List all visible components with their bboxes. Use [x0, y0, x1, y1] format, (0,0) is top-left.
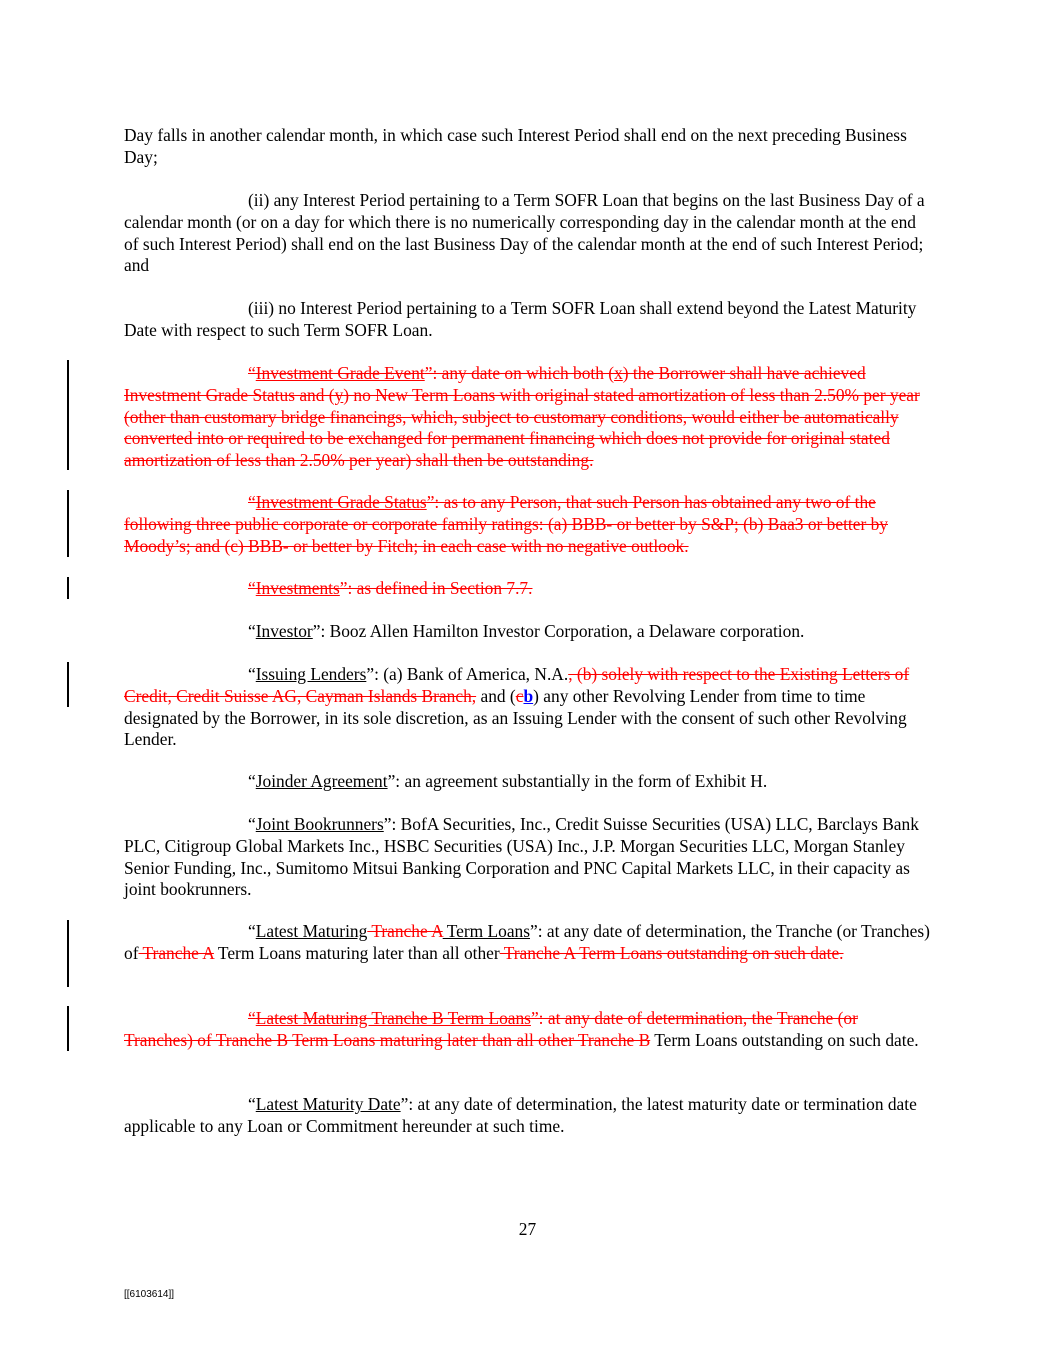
quote-open: “ — [248, 578, 256, 598]
change-bar — [67, 920, 69, 987]
change-bar — [67, 577, 69, 599]
definition-latest-maturing-term-loans — [124, 921, 930, 965]
definition-text: Term Loans maturing later than all other — [213, 942, 500, 963]
defined-term: Issuing Lenders — [255, 664, 367, 684]
paragraph-text: (iii) no Interest Period pertaining to a Term SOFR Loan shall extend beyond the Latest Maturity Date with respect to such Term SOFR Loan. — [124, 298, 917, 340]
quote-open: “ — [248, 363, 256, 383]
deleted-text: c — [515, 685, 524, 706]
definition-investment-grade-status — [124, 492, 930, 557]
paragraph-clause-iii — [124, 298, 930, 342]
deleted-text — [124, 492, 888, 556]
change-bar — [67, 360, 69, 470]
definition-text: ”: (a) Bank of America, N.A. — [366, 664, 569, 684]
change-bar — [67, 490, 69, 557]
change-bar — [67, 1006, 69, 1051]
paragraph-clause-ii — [124, 190, 930, 277]
definition-text: Term Loans outstanding on such date. — [650, 1029, 919, 1050]
deleted-text — [248, 578, 532, 598]
definition-text: ”: at any date of determination, the latest maturity date or termination date applicable to any Loan or Commitment hereunder at such time. — [124, 1094, 917, 1136]
definition-text: and ( — [476, 685, 516, 706]
paragraph-text: (ii) any Interest Period pertaining to a Term SOFR Loan that begins on the last Business Day of a calendar month (or on a day for which there is no numerically corresponding day in the calendar month at the end of such Interest Period) shall end on the last Business Day of the calendar month at the end of such Interest Period; and — [124, 190, 925, 276]
definition-joinder-agreement — [124, 771, 930, 793]
defined-term: Investor — [255, 621, 313, 641]
definition-investments — [124, 578, 930, 600]
document-id: [[6103614]] — [124, 1289, 175, 1300]
deleted-text — [124, 363, 920, 470]
quote-open: “ — [248, 664, 256, 684]
deleted-text: , (b) solely with respect to the Existing Letters of Credit, Credit Suisse AG, Cayman Islands Branch, — [124, 664, 910, 706]
defined-term: Investment Grade Event — [255, 363, 425, 383]
definition-joint-bookrunners — [124, 814, 930, 901]
defined-term: Latest Maturing Tranche B Term Loans — [255, 1008, 531, 1028]
definition-text: ”: Booz Allen Hamilton Investor Corporation, a Delaware corporation. — [312, 621, 805, 641]
quote-open: “ — [248, 492, 256, 512]
definition-text: ”: as defined in Section 7.7. — [339, 578, 533, 598]
definition-text: ”: an agreement substantially in the form of Exhibit H. — [387, 771, 768, 791]
deleted-text: Tranche A — [367, 921, 443, 941]
defined-term: Joinder Agreement — [255, 771, 388, 791]
defined-term: Latest Maturing — [255, 921, 368, 941]
definition-text: ”: any date on which both ( — [424, 363, 615, 383]
definition-text: ) no New Term Loans with original stated amortization of less than 2.50% per year (other than customary bridge financings, which, subject to customary conditions, would either be automatically converted into or required to be exchanged for permanent financing which does not provide for original stated amortization of less than 2.50% per year) shall then be outstanding. — [124, 384, 920, 471]
definition-text: ) any other Revolving Lender from time to time designated by the Borrower, in its sole discretion, as an Issuing Lender with the consent of such other Revolving Lender. — [124, 685, 907, 750]
definition-text: ”: BofA Securities, Inc., Credit Suisse Securities (USA) LLC, Barclays Bank PLC, Citigroup Global Markets Inc., HSBC Securities (USA) Inc., J.P. Morgan Securities LLC, Morgan Stanley Senior Funding, Inc., Sumitomo Mitsui Banking Corporation and PNC Capital Markets LLC, in their capacity as joint bookrunners. — [124, 814, 919, 900]
quote-open: “ — [248, 814, 256, 834]
quote-open: “ — [248, 1094, 256, 1114]
paragraph-continuation — [124, 125, 930, 169]
defined-term: Investment Grade Status — [255, 492, 427, 512]
definition-investment-grade-event — [124, 363, 930, 472]
deleted-text: Tranche A Term Loans outstanding on such date. — [499, 942, 844, 963]
quote-open: “ — [248, 621, 256, 641]
quote-open: “ — [248, 921, 256, 941]
quote-open: “ — [248, 771, 256, 791]
inserted-text: b — [523, 685, 534, 706]
definition-text: ”: at any date of determination, the Tranche (or Tranches) of Tranche B Term Loans maturing later than all other Tranche B — [124, 1008, 858, 1050]
clause-letter: y — [334, 384, 344, 405]
page-number: 27 — [518, 1219, 537, 1239]
paragraph-text: Day falls in another calendar month, in which case such Interest Period shall end on the next preceding Business Day; — [124, 125, 907, 167]
definition-text: ”: at any date of determination, the Tranche (or Tranches) of — [124, 921, 930, 963]
defined-term: Latest Maturity Date — [255, 1094, 401, 1114]
definition-text: ”: as to any Person, that such Person has obtained any two of the following three public corporate or corporate family ratings: (a) BBB- or better by S&P; (b) Baa3 or better by Moody’s; and (c) BBB- or better by Fitch; in each case with no negative outlook. — [124, 492, 888, 556]
defined-term: Joint Bookrunners — [255, 814, 384, 834]
defined-term: Term Loans — [442, 921, 530, 941]
definition-investor — [124, 621, 930, 643]
definition-latest-maturity-date — [124, 1094, 930, 1138]
deleted-text: Tranche A — [138, 942, 214, 963]
change-bar — [67, 662, 69, 707]
definition-latest-maturing-tranche-b — [124, 1008, 930, 1052]
quote-open: “ — [248, 1008, 256, 1028]
clause-letter: x — [614, 363, 623, 383]
definition-text: ) the Borrower shall have achieved Investment Grade Status and ( — [124, 363, 866, 405]
defined-term: Investments — [255, 578, 340, 598]
definition-issuing-lenders — [124, 664, 930, 751]
